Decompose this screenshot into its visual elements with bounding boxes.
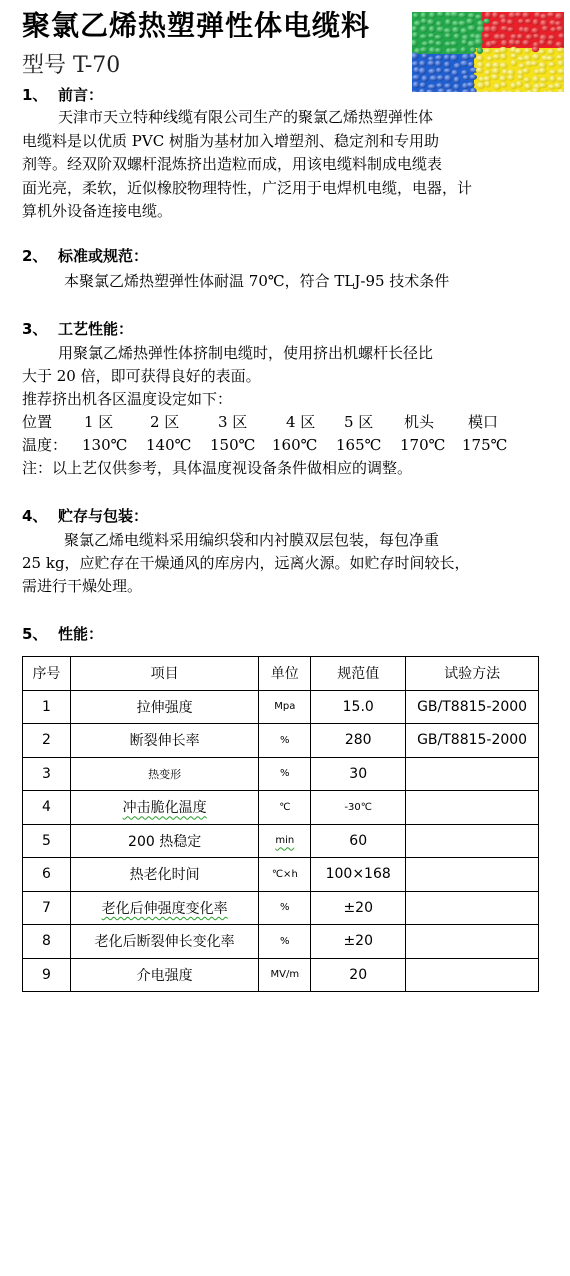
section-title: 贮存与包装：: [58, 507, 149, 525]
model-number: 型号 T-70: [22, 53, 121, 78]
pellet: [550, 76, 557, 83]
row-item: 老化后断裂伸长变化率: [70, 925, 258, 959]
pellet: [500, 53, 507, 60]
pellet: [532, 47, 540, 53]
pellet: [420, 47, 428, 53]
table-row: [23, 925, 539, 959]
pellet: [452, 27, 460, 34]
pellet: [427, 61, 435, 67]
pellet: [515, 40, 522, 46]
row-unit: MV/m: [259, 958, 311, 992]
pellet: [419, 67, 426, 74]
pellet: [436, 21, 442, 27]
row-no: 4: [23, 791, 71, 825]
pellet: [469, 53, 476, 59]
pellet: [548, 49, 555, 56]
pellet: [523, 77, 530, 83]
temp-label: 温度：: [22, 436, 68, 454]
row-value: ±20: [311, 891, 406, 925]
pellet: [453, 33, 460, 39]
row-value: 15.0: [311, 690, 406, 724]
pellet: [522, 40, 530, 46]
intro-line-5: 算机外设备连接电缆。: [22, 202, 173, 220]
pellet: [501, 40, 508, 47]
pellet: [490, 40, 498, 45]
pellet: [445, 33, 452, 39]
row-item: 断裂伸长率: [70, 724, 258, 758]
pellet: [467, 25, 476, 31]
pellet: [524, 48, 531, 54]
pellet: [484, 70, 491, 76]
pellet: [476, 55, 484, 62]
pellet: [492, 68, 500, 75]
row-no: 3: [23, 757, 71, 791]
row-item-text: 老化后伸强度变化率: [101, 900, 228, 917]
row-method: GB/T8815-2000: [406, 724, 539, 758]
header-value: 规范值: [311, 657, 406, 691]
pellet: [460, 28, 468, 35]
pellet: [492, 21, 500, 26]
pellet: [461, 39, 468, 45]
pellet: [421, 53, 427, 59]
pellet: [499, 76, 507, 82]
pellet: [420, 34, 429, 39]
pellet: [429, 12, 436, 19]
row-unit: ℃×h: [259, 858, 311, 892]
row-item: [70, 791, 258, 825]
pellet: [494, 83, 501, 90]
row-unit: ℃: [259, 791, 311, 825]
pellet: [532, 76, 539, 83]
storage-line-2: 25 kg，应贮存在干燥通风的库房内，远离火源。如贮存时间较长，: [22, 554, 470, 572]
pellet: [428, 33, 435, 38]
row-item: 热变形: [70, 757, 258, 791]
row-value: ±20: [311, 925, 406, 959]
pellet: [451, 70, 458, 76]
pellet: [435, 60, 442, 66]
pellet: [530, 61, 538, 66]
pellet: [542, 26, 549, 32]
pellet: [454, 63, 461, 69]
row-unit: %: [259, 757, 311, 791]
pellet: [468, 13, 476, 19]
pellet: [556, 55, 563, 60]
process-line-3: 推荐挤出机各区温度设定如下：: [22, 390, 233, 408]
storage-line-3: 需进行干燥处理。: [22, 577, 143, 595]
pellet: [453, 84, 460, 90]
temp-zone-4: 160℃: [272, 436, 318, 454]
pellet: [427, 19, 435, 26]
pellet: [469, 74, 477, 80]
pellet: [428, 69, 436, 75]
pellet: [500, 82, 507, 88]
row-no: 7: [23, 891, 71, 925]
row-no: 8: [23, 925, 71, 959]
pellet: [484, 33, 491, 39]
pellet: [445, 19, 452, 26]
section-storage-heading: [22, 505, 148, 527]
section-number: 2、: [22, 247, 48, 265]
pellet: [436, 83, 443, 88]
row-item: 介电强度: [70, 958, 258, 992]
pellet: [511, 60, 518, 66]
row-value: 20: [311, 958, 406, 992]
zone-4: 4 区: [286, 413, 316, 431]
pellet: [555, 13, 563, 20]
table-row: [23, 724, 539, 758]
pellet: [540, 14, 547, 20]
pellet: [450, 48, 458, 53]
pellet: [413, 13, 420, 19]
section-title: 前言：: [58, 86, 104, 104]
zone-1: 1 区: [84, 413, 114, 431]
header-item: 项目: [70, 657, 258, 691]
temp-head: 170℃: [400, 436, 446, 454]
row-unit: %: [259, 925, 311, 959]
pellet: [435, 48, 442, 54]
pellet: [435, 41, 443, 47]
pellet: [444, 75, 452, 82]
pellet: [422, 75, 429, 82]
pellet: [477, 47, 483, 54]
pellet: [517, 75, 523, 81]
row-method: [406, 925, 539, 959]
row-item: 拉伸强度: [70, 690, 258, 724]
row-method: [406, 958, 539, 992]
pellet: [466, 18, 474, 25]
pellet: [555, 41, 563, 47]
pellet: [435, 55, 443, 60]
pellet: [507, 75, 514, 81]
table-header-row: [23, 657, 539, 691]
pellet: [546, 56, 555, 61]
zone-3: 3 区: [218, 413, 248, 431]
zone-label: 位置: [22, 413, 53, 431]
pellet: [428, 84, 437, 89]
pellet: [532, 54, 540, 61]
row-method: [406, 791, 539, 825]
pellet: [492, 62, 501, 69]
section-standard-heading: [22, 245, 148, 267]
pellet: [549, 70, 557, 75]
pellet: [483, 19, 490, 24]
temp-die: 175℃: [462, 436, 508, 454]
row-method: [406, 824, 539, 858]
pellet: [522, 68, 530, 74]
temp-zone-5: 165℃: [336, 436, 382, 454]
pellet: [420, 26, 428, 33]
pellet: [518, 19, 525, 24]
section-title: 标准或规范：: [58, 247, 149, 265]
pellet: [450, 54, 458, 61]
row-method: [406, 891, 539, 925]
zone-5: 5 区: [344, 413, 374, 431]
pellet: [548, 35, 555, 40]
pellet: [444, 28, 453, 34]
pellet: [490, 26, 498, 33]
document-title: 聚氯乙烯热塑弹性体电缆料: [22, 9, 371, 42]
row-item: [70, 891, 258, 925]
row-no: 1: [23, 690, 71, 724]
pellet: [437, 75, 444, 81]
temp-zone-3: 150℃: [210, 436, 256, 454]
pellet: [434, 35, 442, 40]
pellet: [531, 28, 539, 34]
row-method: [406, 757, 539, 791]
pellet: [460, 47, 466, 53]
pellet: [477, 26, 485, 33]
pellet: [436, 68, 443, 74]
storage-line-1: 聚氯乙烯电缆料采用编织袋和内衬膜双层包装，每包净重: [64, 531, 440, 549]
pellet: [501, 26, 509, 32]
row-unit: [259, 824, 311, 858]
row-unit: %: [259, 724, 311, 758]
pellet: [547, 12, 555, 17]
table-row: [23, 958, 539, 992]
pellet: [475, 38, 483, 45]
row-no: 6: [23, 858, 71, 892]
pellet: [436, 26, 445, 33]
section-title: 性能：: [58, 625, 104, 643]
row-method: GB/T8815-2000: [406, 690, 539, 724]
pellet: [507, 27, 514, 32]
properties-table: [22, 656, 539, 992]
row-item-text: 冲击脆化温度: [122, 800, 207, 817]
pellet: [421, 12, 428, 19]
pellet: [428, 40, 436, 46]
pellet: [430, 75, 438, 81]
section-intro-heading: [22, 84, 103, 106]
pellet: [510, 53, 517, 59]
pellet: [548, 62, 556, 67]
row-value: 30: [311, 757, 406, 791]
pellet: [500, 34, 507, 41]
pellet: [444, 68, 452, 73]
pellet: [547, 40, 554, 46]
header-unit: 单位: [259, 657, 311, 691]
intro-line-3: 剂等。经双阶双螺杆混炼挤出造粒而成，用该电缆料制成电缆表: [22, 155, 443, 173]
pellet: [420, 82, 427, 88]
temp-zone-2: 140℃: [146, 436, 192, 454]
pellet: [422, 41, 430, 46]
row-method: [406, 858, 539, 892]
row-unit-text: min: [275, 835, 295, 847]
pellet: [476, 67, 484, 73]
pvc-pellets-image: [412, 12, 564, 92]
pellet: [412, 32, 419, 39]
pellet: [468, 62, 475, 67]
pellet: [518, 63, 525, 68]
pellet: [484, 48, 492, 53]
pellet: [458, 21, 467, 27]
pellet: [460, 60, 469, 66]
temp-zone-1: 130℃: [82, 436, 128, 454]
pellet: [413, 81, 420, 88]
row-unit: Mpa: [259, 690, 311, 724]
pellet: [412, 75, 420, 81]
process-line-2: 大于 20 倍，即可获得良好的表面。: [22, 367, 261, 385]
header-method: 试验方法: [406, 657, 539, 691]
pellet: [510, 82, 517, 89]
pellet: [429, 26, 436, 33]
pellet: [517, 34, 524, 40]
pellet: [555, 21, 562, 26]
header-no: 序号: [23, 657, 71, 691]
intro-line-1: 天津市天立特种线缆有限公司生产的聚氯乙烯热塑弹性体: [58, 108, 434, 126]
pellet: [470, 47, 476, 53]
pellet: [486, 56, 493, 62]
pellet: [533, 34, 540, 39]
pellet: [525, 19, 532, 24]
section-process-heading: [22, 318, 133, 340]
table-row: [23, 824, 539, 858]
pellet: [522, 12, 530, 18]
row-item: 200 热稳定: [70, 824, 258, 858]
row-item: 热老化时间: [70, 858, 258, 892]
section-number: 4、: [22, 507, 48, 525]
pellet: [462, 54, 471, 61]
zone-die: 模口: [468, 413, 499, 431]
pellet: [554, 83, 562, 89]
pellet: [558, 60, 565, 67]
pellet: [477, 82, 486, 89]
pellet: [463, 75, 470, 80]
table-row: [23, 791, 539, 825]
row-no: 5: [23, 824, 71, 858]
intro-line-4: 面光亮，柔软，近似橡胶物理特性，广泛用于电焊机电缆，电器，计: [22, 178, 473, 197]
row-value: 60: [311, 824, 406, 858]
section-number: 3、: [22, 320, 48, 338]
intro-line-2: 电缆料是以优质 PVC 树脂为基材加入增塑剂、稳定剂和专用助: [22, 131, 439, 150]
row-value: 100×168: [311, 858, 406, 892]
pellet: [539, 68, 547, 75]
section-title: 工艺性能：: [58, 320, 134, 338]
standard-line-1: 本聚氯乙烯热塑弹性体耐温 70℃，符合 TLJ-95 技术条件: [64, 272, 450, 290]
pellet: [485, 62, 492, 69]
pellet: [454, 76, 460, 83]
table-row: [23, 690, 539, 724]
pellet: [475, 14, 482, 20]
section-number: 5、: [22, 625, 48, 643]
pellet: [444, 83, 452, 89]
pellet: [510, 34, 517, 40]
table-row: [23, 757, 539, 791]
pellet: [493, 54, 501, 60]
pellet: [539, 83, 548, 88]
pellet: [412, 61, 419, 67]
row-value: -30℃: [311, 791, 406, 825]
pellet: [515, 12, 522, 17]
process-line-1: 用聚氯乙烯热弹性体挤制电缆时，使用挤出机螺杆长径比: [58, 344, 434, 362]
pellet: [556, 26, 563, 32]
pellet: [507, 19, 514, 25]
row-no: 9: [23, 958, 71, 992]
pellet: [516, 81, 523, 88]
pellet: [467, 82, 475, 87]
pellet: [523, 27, 530, 34]
pellet: [499, 47, 508, 54]
pellet: [533, 19, 539, 26]
zone-2: 2 区: [150, 413, 180, 431]
pellet: [458, 13, 467, 19]
pellet: [500, 62, 508, 69]
pellet: [491, 74, 499, 80]
process-note: 注：以上艺仅供参考，具体温度视设备条件做相应的调整。: [22, 459, 413, 477]
pellet: [421, 18, 428, 24]
pellet: [484, 81, 491, 88]
section-performance-heading: [22, 623, 103, 645]
pellet: [444, 54, 451, 60]
table-row: [23, 858, 539, 892]
pellet: [515, 48, 523, 54]
section-number: 1、: [22, 86, 48, 104]
pellet: [524, 83, 532, 90]
row-value: 280: [311, 724, 406, 758]
pellet: [538, 49, 546, 55]
row-no: 2: [23, 724, 71, 758]
pellet: [419, 60, 426, 66]
table-row: [23, 891, 539, 925]
pellet: [526, 34, 534, 40]
pellet: [501, 18, 508, 24]
pellet: [539, 40, 546, 46]
pellet: [461, 70, 468, 75]
pellet: [550, 27, 557, 33]
pellet: [444, 61, 451, 67]
row-unit: %: [259, 891, 311, 925]
zone-head: 机头: [404, 413, 435, 431]
pellet: [540, 77, 549, 82]
pellet: [450, 41, 458, 46]
